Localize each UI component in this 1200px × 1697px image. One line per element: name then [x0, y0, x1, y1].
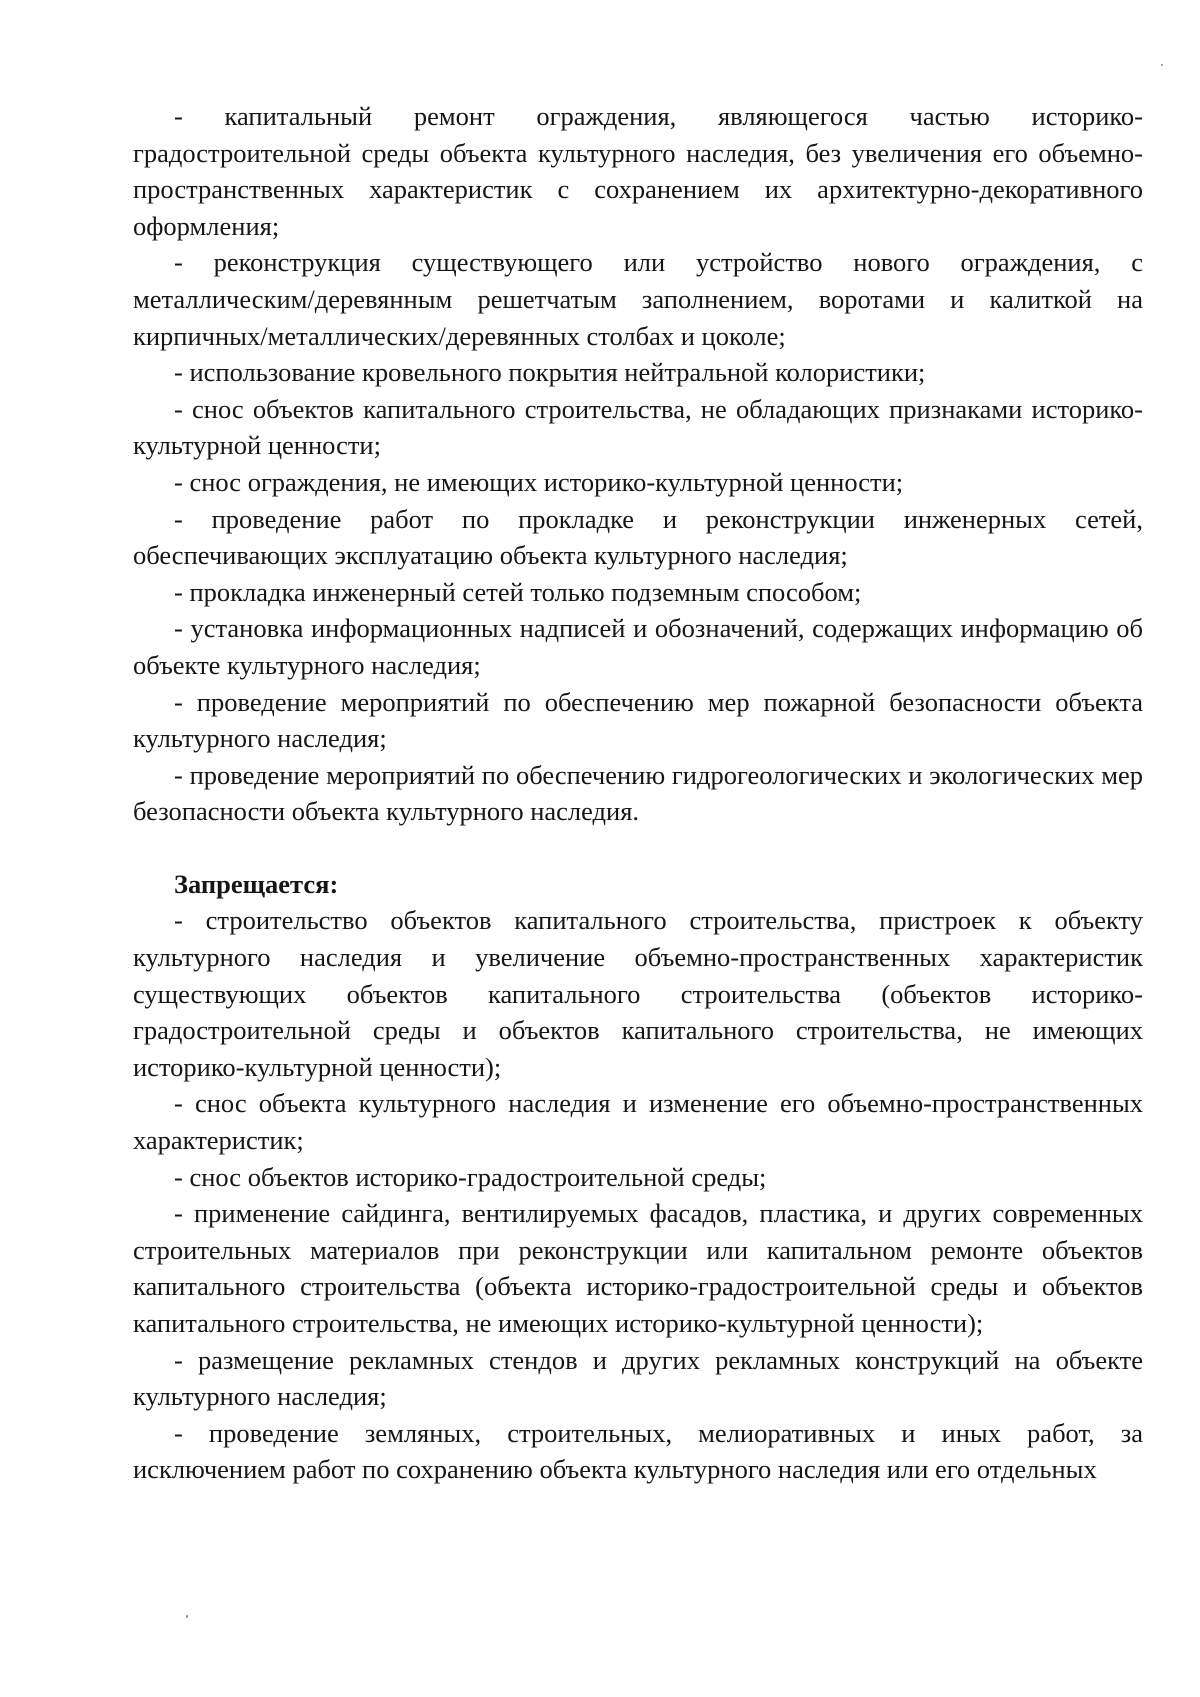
list-item: - применение сайдинга, вентилируемых фасадов, пластика, и других современных строительных материалов при реконструкции или капитальном ремонте объектов капитального строительства (объекта историко-градостроительной среды и объектов капитального строительства, не имеющих историко-культурной ценности); [133, 1198, 1143, 1338]
scan-speck [1161, 64, 1163, 66]
allowed-list [133, 98, 1143, 830]
list-item: - размещение рекламных стендов и других рекламных конструкций на объекте культурного наследия; [133, 1344, 1143, 1412]
list-item: - снос ограждения, не имеющих историко-культурной ценности; [174, 466, 904, 497]
list-item: - установка информационных надписей и обозначений, содержащих информацию об объекте культурного наследия; [133, 613, 1143, 680]
list-item: - проведение мероприятий по обеспечению гидрогеологических и экологических мер безопасности объекта культурного наследия. [133, 759, 1143, 827]
list-item: - проведение мероприятий по обеспечению мер пожарной безопасности объекта культурного наследия; [133, 686, 1143, 754]
section-heading-prohibited: Запрещается: [174, 868, 339, 899]
prohibited-list [133, 902, 1143, 1488]
list-item: - проведение работ по прокладке и реконструкции инженерных сетей, обеспечивающих эксплуатацию объекта культурного наследия; [133, 503, 1143, 571]
list-item: - строительство объектов капитального строительства, пристроек к объекту культурного наследия и увеличение объемно-пространственных характеристик существующих объектов капитального строительства (объектов историко-градостроительной среды и объектов капитального строительства, не имеющих историко-культурной ценности); [133, 905, 1143, 1082]
list-item: - прокладка инженерный сетей только подземным способом; [174, 576, 862, 607]
list-item: - снос объектов капитального строительства, не обладающих признаками историко-культурной ценности; [133, 393, 1143, 461]
scan-speck [186, 1615, 188, 1618]
list-item: - проведение земляных, строительных, мелиоративных и иных работ, за исключением работ по сохранению объекта культурного наследия или его отдельных [133, 1417, 1143, 1485]
document-body [133, 98, 1143, 1488]
list-item: - использование кровельного покрытия нейтральной колористики; [174, 357, 926, 388]
list-item: - снос объектов историко-градостроительной среды; [174, 1161, 767, 1192]
list-item: - реконструкция существующего или устройство нового ограждения, с металлическим/деревянным решетчатым заполнением, воротами и калиткой на кирпичных/металлических/деревянных столбах и цоколе; [133, 247, 1143, 351]
list-item: - капитальный ремонт ограждения, являющегося частью историко-градостроительной среды объекта культурного наследия, без увеличения его объемно-пространственных характеристик с сохранением их архитектурно-декоративного оформления; [133, 101, 1143, 241]
list-item: - снос объекта культурного наследия и изменение его объемно-пространственных характеристик; [133, 1088, 1143, 1156]
